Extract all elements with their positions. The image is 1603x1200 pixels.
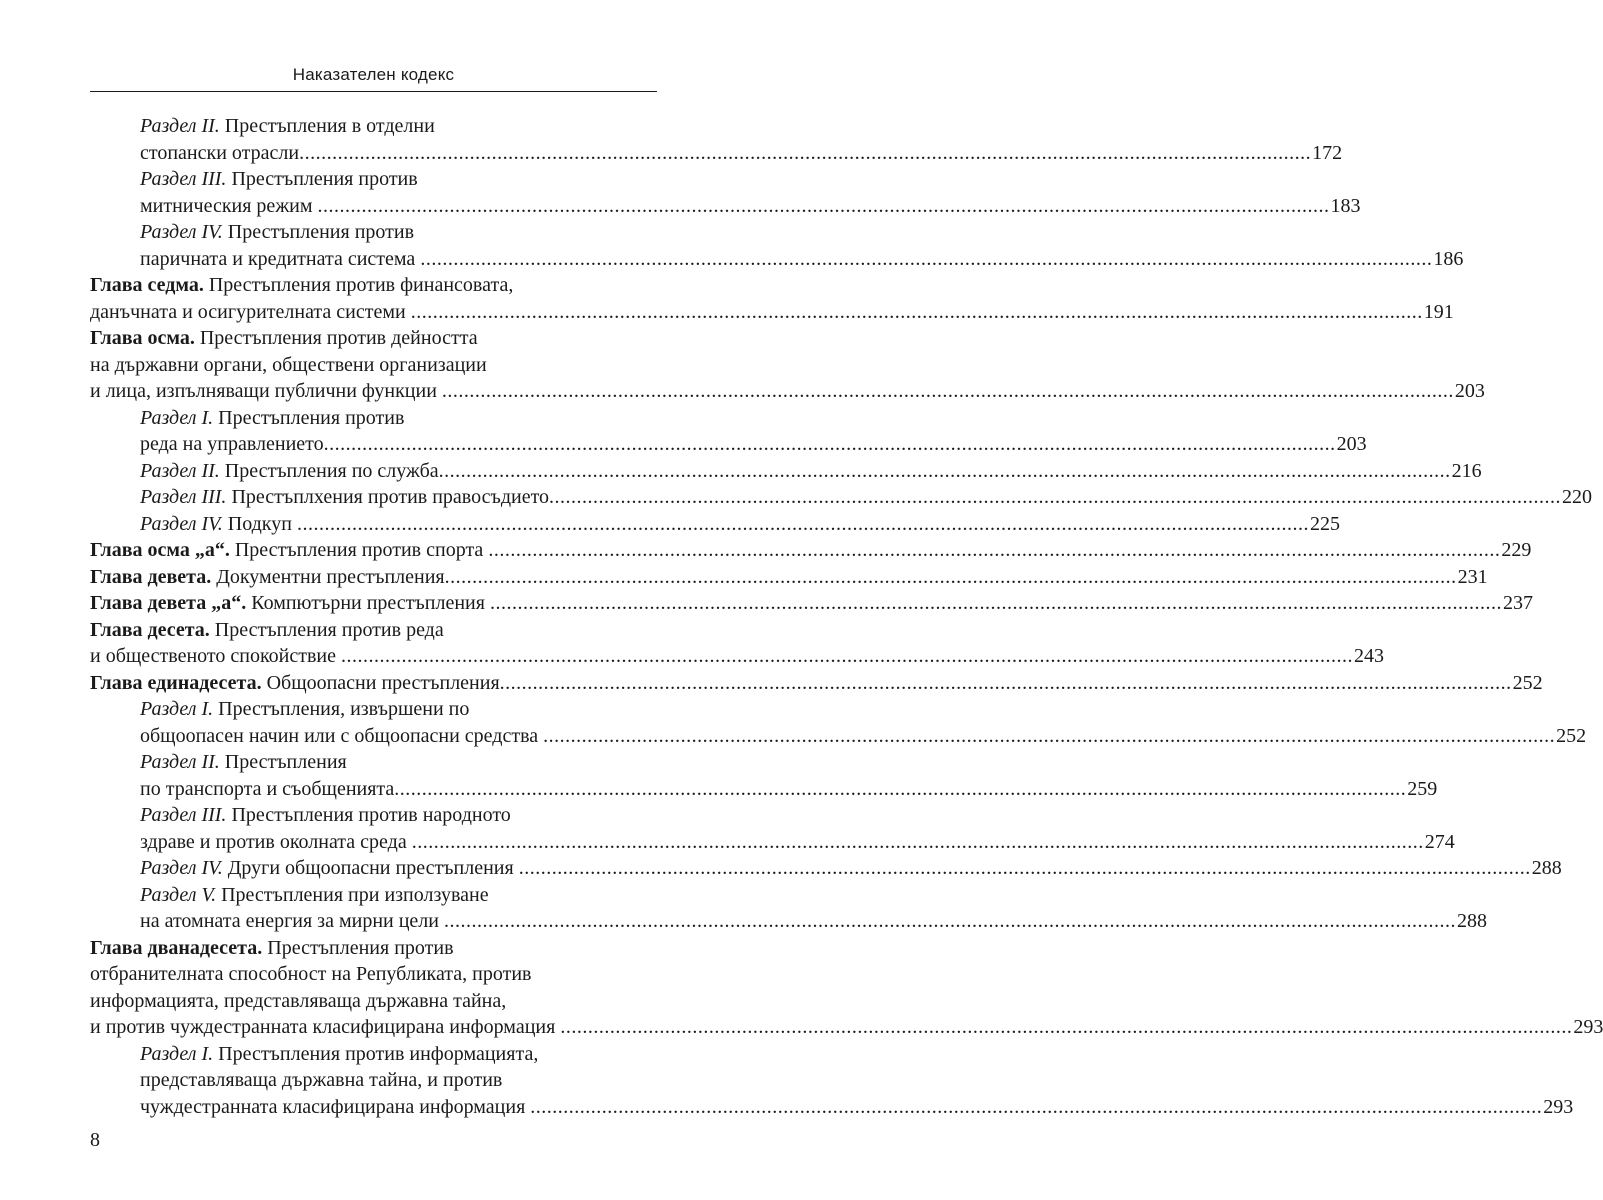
toc-entry-text <box>140 884 489 906</box>
toc-entry-text <box>140 458 439 485</box>
toc-page-number: 231 <box>1457 565 1488 588</box>
toc-entry-text <box>90 643 341 670</box>
toc-entry-text <box>90 274 513 296</box>
toc-entry <box>90 458 1482 485</box>
toc-title: Престъпления <box>219 751 347 773</box>
toc-entry-text <box>90 299 411 326</box>
toc-entry-text <box>90 564 445 591</box>
toc-entry-text <box>140 829 412 856</box>
toc-title: паричната и кредитната система <box>140 247 421 270</box>
chapter-label: Глава единадесета. <box>90 671 262 694</box>
toc-entry-text <box>90 670 500 697</box>
section-label: Раздел III. <box>140 804 227 826</box>
toc-title: Подкуп <box>222 512 297 535</box>
section-label: Раздел IV. <box>140 221 223 243</box>
toc-title: информацията, представляваща държавна тайна, <box>90 989 507 1012</box>
toc-page-number: 252 <box>1556 724 1587 747</box>
toc-title: данъчната и осигурителната системи <box>90 300 411 323</box>
toc-entry <box>90 166 657 193</box>
toc-title: представляваща държавна тайна, и против <box>140 1069 503 1091</box>
toc-entry-text <box>90 990 506 1012</box>
toc-title: Престъпления против финансовата, <box>203 274 514 296</box>
toc-entry-text <box>140 804 511 826</box>
toc-entry-text <box>140 193 318 220</box>
toc-entry-text <box>140 115 435 137</box>
toc-entry-text <box>140 246 420 273</box>
toc-title: Престъпления по служба <box>219 459 439 482</box>
toc-entry-text <box>90 619 444 641</box>
toc-title: по транспорта и съобщенията <box>140 777 395 800</box>
toc-entry-text <box>140 511 297 538</box>
toc-title: митническия режим <box>140 194 318 217</box>
toc-entry <box>90 219 657 246</box>
toc-page-number: 203 <box>1336 433 1367 455</box>
toc-entry-text <box>140 168 418 190</box>
leader-dots <box>439 458 1451 485</box>
toc-entry <box>90 696 657 723</box>
section-label: Раздел I. <box>140 1042 214 1065</box>
leader-dots <box>560 1014 1572 1041</box>
leader-dots <box>549 484 1561 511</box>
toc-entry <box>90 908 1487 935</box>
toc-entry <box>90 935 657 962</box>
section-label: Раздел V. <box>140 883 217 906</box>
toc-entry <box>90 511 1340 538</box>
toc-entry <box>90 140 1343 167</box>
toc-entry-text <box>90 590 490 617</box>
toc-entry-text <box>140 1069 502 1091</box>
leader-dots <box>490 590 1502 617</box>
running-header: Наказателен кодекс <box>292 65 455 84</box>
toc-title: Престъпления против <box>226 168 418 190</box>
toc-title: Престъпления против информацията, <box>213 1042 539 1065</box>
toc-entry-text <box>140 484 549 511</box>
toc-title: Престъпления против народното <box>226 804 511 826</box>
toc-title: Престъпления против <box>262 936 454 959</box>
toc-entry <box>90 723 1587 750</box>
leader-dots <box>318 193 1330 220</box>
toc-page-number: 172 <box>1312 141 1343 164</box>
toc-entry <box>90 325 657 352</box>
toc-title: стопански отрасли <box>140 141 300 164</box>
section-label: Раздел II. <box>140 115 220 137</box>
toc-page-number: 237 <box>1502 592 1533 614</box>
toc-title: на държавни органи, обществени организации <box>90 353 487 376</box>
toc-title: общоопасен начин или с общоопасни средства <box>140 724 544 747</box>
chapter-label: Глава дванадесета. <box>90 936 263 959</box>
toc-page-number: 183 <box>1330 194 1361 217</box>
leader-dots <box>412 829 1424 856</box>
section-label: Раздел II. <box>140 751 220 773</box>
toc-entry <box>90 193 1361 220</box>
page-number: 8 <box>90 1129 100 1151</box>
toc-title: Престъпления в отделни <box>219 115 435 137</box>
toc-page-number: 220 <box>1562 486 1593 508</box>
toc-entry-text <box>140 698 469 720</box>
toc-entry <box>90 1041 657 1068</box>
section-label: Раздел I. <box>140 698 214 720</box>
toc-entry-text <box>140 1043 538 1065</box>
toc-page-number: 225 <box>1309 512 1340 535</box>
toc-entry-text <box>140 431 324 458</box>
chapter-label: Глава девета „а“. <box>90 592 247 614</box>
toc-page-number: 216 <box>1451 459 1482 482</box>
toc-entry <box>90 431 1367 458</box>
toc-entry <box>90 484 1593 511</box>
toc-title: Други общоопасни престъпления <box>222 857 519 879</box>
toc-title: Престъпления при използуване <box>216 883 489 906</box>
toc-entry <box>90 272 657 299</box>
leader-dots <box>530 1094 1542 1121</box>
toc-title: и лица, изпълняващи публични функции <box>90 380 442 402</box>
toc-title: Престъпления против спорта <box>229 539 489 561</box>
toc-page-number: 252 <box>1512 671 1543 694</box>
section-label: Раздел III. <box>140 486 227 508</box>
toc-entry-text <box>140 751 347 773</box>
section-label: Раздел II. <box>140 459 220 482</box>
leader-dots <box>297 511 1309 538</box>
leader-dots <box>420 246 1432 273</box>
leader-dots <box>500 670 1512 697</box>
toc-entry <box>90 749 657 776</box>
toc-title: чуждестранната класифицирана информация <box>140 1095 531 1118</box>
toc-title: Престъпления против <box>222 221 415 243</box>
toc-entry-text <box>140 221 414 243</box>
toc-entry-text <box>140 908 444 935</box>
toc-entry-text <box>140 407 404 429</box>
leader-dots <box>442 378 1454 405</box>
toc-entry <box>90 537 1532 564</box>
toc-entry-text <box>90 378 442 405</box>
leader-dots <box>519 855 1531 882</box>
toc-page-number: 186 <box>1433 247 1464 270</box>
toc-entry <box>90 405 657 432</box>
section-label: Раздел III. <box>140 168 227 190</box>
toc-title: Престъплхения против правосъдието <box>226 486 550 508</box>
toc-entry-text <box>140 723 543 750</box>
toc-entry <box>90 617 657 644</box>
toc-entry <box>90 988 657 1015</box>
toc-entry-text <box>140 855 519 882</box>
toc-entry-text <box>90 354 487 376</box>
leader-dots <box>444 908 1456 935</box>
leader-dots <box>445 564 1457 591</box>
toc-page-number: 274 <box>1424 830 1455 853</box>
toc-page-number: 288 <box>1531 857 1562 879</box>
toc-entry <box>90 378 1485 405</box>
header-rule <box>90 91 657 92</box>
toc-entry <box>90 802 657 829</box>
toc-entry <box>90 776 1438 803</box>
toc-entry <box>90 299 1454 326</box>
toc-entry <box>90 1094 1574 1121</box>
chapter-label: Глава десета. <box>90 618 210 641</box>
toc-title: реда на управлението <box>140 433 324 455</box>
toc-entry <box>90 564 1488 591</box>
toc-page-number: 243 <box>1354 645 1385 667</box>
leader-dots <box>394 776 1406 803</box>
toc-title: на атомната енергия за мирни цели <box>140 910 444 932</box>
chapter-label: Глава девета. <box>90 565 212 588</box>
toc-page-number: 191 <box>1423 300 1454 323</box>
section-label: Раздел I. <box>140 406 214 429</box>
leader-dots <box>543 723 1555 750</box>
toc-title: и против чуждестранната класифицирана информация <box>90 1016 561 1038</box>
toc-title: Документни престъпления <box>211 565 445 588</box>
toc-entry <box>90 961 657 988</box>
toc-title: и общественото спокойствие <box>90 645 342 667</box>
toc-page-number: 288 <box>1456 910 1487 932</box>
toc-entry <box>90 829 1455 856</box>
toc-entry <box>90 246 1464 273</box>
toc-entry <box>90 882 657 909</box>
leader-dots <box>488 537 1500 564</box>
toc-entry-text <box>90 963 531 985</box>
toc-title: Престъпления против дейността <box>194 327 478 349</box>
leader-dots <box>341 643 1353 670</box>
toc-title: Общоопасни престъпления <box>261 671 500 694</box>
toc-entry <box>90 113 657 140</box>
toc-title: здраве и против околната среда <box>140 830 412 853</box>
toc-page-number: 293 <box>1543 1095 1574 1118</box>
chapter-label: Глава осма. <box>90 327 195 349</box>
section-label: Раздел IV. <box>140 857 223 879</box>
toc-entry <box>90 670 1543 697</box>
toc-title: Престъпления против реда <box>209 618 444 641</box>
toc-title: отбранителната способност на Републиката, против <box>90 963 532 985</box>
toc-entry <box>90 643 1385 670</box>
toc-page-number: 259 <box>1407 777 1438 800</box>
leader-dots <box>299 140 1311 167</box>
toc-entry <box>90 590 1533 617</box>
toc-page-number: 203 <box>1454 380 1485 402</box>
chapter-label: Глава осма „а“. <box>90 539 230 561</box>
toc-page-number: 229 <box>1501 539 1532 561</box>
toc-title: Компютърни престъпления <box>246 592 490 614</box>
toc-entry <box>90 352 657 379</box>
chapter-label: Глава седма. <box>90 274 204 296</box>
leader-dots <box>324 431 1336 458</box>
toc-entry-text <box>90 937 454 959</box>
leader-dots <box>411 299 1423 326</box>
section-label: Раздел IV. <box>140 512 223 535</box>
toc-title: Престъпления, извършени по <box>213 698 470 720</box>
toc-entry-text <box>90 1014 560 1041</box>
toc-entry-text <box>140 140 299 167</box>
table-of-contents <box>90 113 1603 1120</box>
toc-entry-text <box>140 776 394 803</box>
toc-entry <box>90 855 1562 882</box>
toc-entry-text <box>90 327 478 349</box>
toc-title: Престъпления против <box>213 406 405 429</box>
toc-page-number: 293 <box>1573 1016 1603 1038</box>
toc-entry-text <box>140 1094 530 1121</box>
toc-entry <box>90 1067 657 1094</box>
toc-entry <box>90 1014 1603 1041</box>
toc-entry-text <box>90 537 488 564</box>
